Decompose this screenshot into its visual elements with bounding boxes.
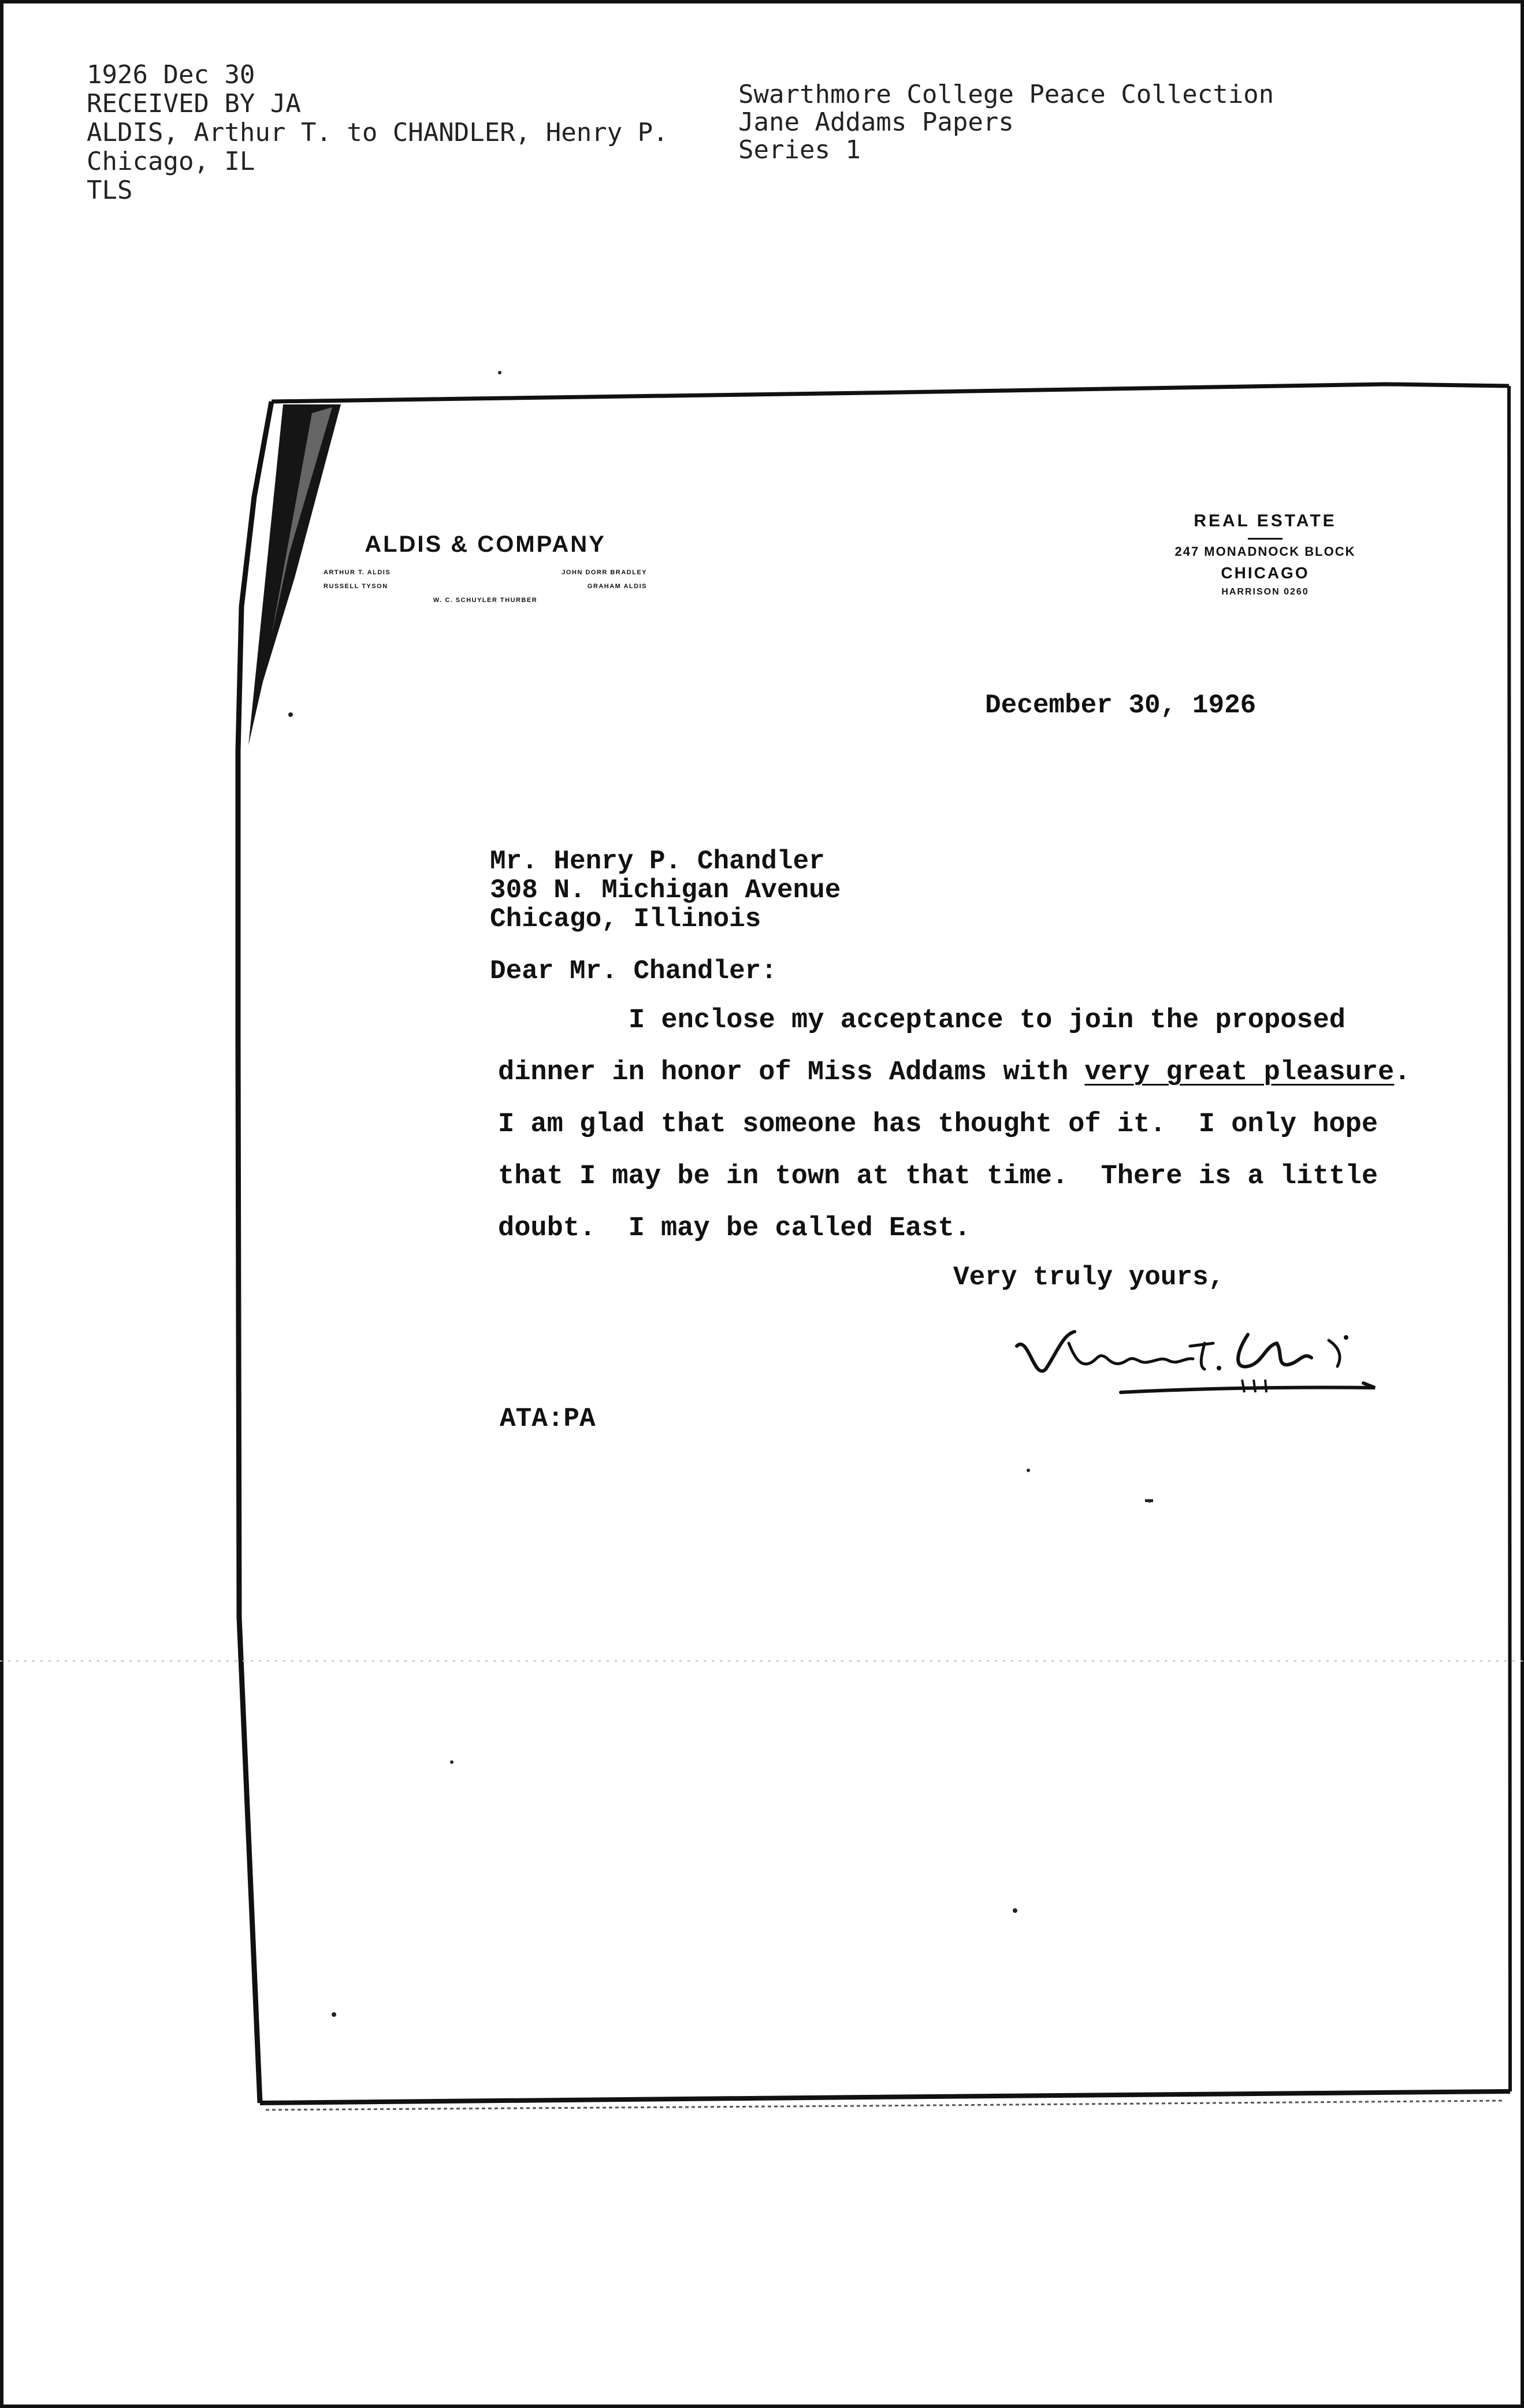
letterhead-office-block: [1132, 511, 1398, 597]
underlined-emphasis: very great pleasure: [1084, 1057, 1395, 1088]
catalog-place: Chicago, IL: [87, 147, 255, 176]
department-label: REAL ESTATE: [1194, 511, 1337, 530]
body-line-5: doubt. I may be called East.: [498, 1213, 971, 1244]
catalog-correspondents: ALDIS, Arthur T. to CHANDLER, Henry P.: [87, 118, 668, 147]
papers-name: Jane Addams Papers: [738, 107, 1014, 137]
body-line-1: I enclose my acceptance to join the proposed: [629, 1005, 1346, 1036]
recipient-name: Mr. Henry P. Chandler: [490, 846, 825, 876]
partner-name: JOHN DORR BRADLEY: [562, 569, 647, 576]
catalog-received: RECEIVED BY JA: [87, 89, 301, 118]
handwritten-signature: [1005, 1311, 1410, 1410]
body-text: .: [1394, 1057, 1411, 1088]
body-line-4: that I may be in town at that time. There is a little: [498, 1161, 1378, 1192]
office-address: 247 MONADNOCK BLOCK: [1174, 544, 1356, 559]
catalog-doc-type: TLS: [87, 176, 133, 205]
office-phone: HARRISON 0260: [1221, 587, 1309, 597]
letterhead-divider: [1248, 538, 1283, 540]
letter-closing: Very truly yours,: [953, 1262, 1225, 1292]
body-text: dinner in honor of Miss Addams with: [498, 1057, 1085, 1088]
body-line-3: I am glad that someone has thought of it. I only hope: [498, 1109, 1378, 1140]
partner-name: GRAHAM ALDIS: [587, 583, 647, 590]
office-city: CHICAGO: [1221, 564, 1310, 582]
partner-name: W. C. SCHUYLER THURBER: [433, 597, 538, 604]
catalog-date: 1926 Dec 30: [87, 60, 255, 90]
reference-initials: ATA:PA: [500, 1404, 596, 1434]
partner-list: [324, 566, 647, 607]
letter-salutation: Dear Mr. Chandler:: [490, 956, 777, 986]
series-name: Series 1: [738, 135, 861, 165]
collection-name: Swarthmore College Peace Collection: [738, 80, 1274, 109]
letterhead-firm-block: [324, 532, 647, 607]
letter-date: December 30, 1926: [985, 690, 1257, 720]
firm-name: ALDIS & COMPANY: [365, 532, 606, 557]
partner-name: ARTHUR T. ALDIS: [324, 569, 391, 576]
recipient-street: 308 N. Michigan Avenue: [490, 875, 841, 905]
recipient-city: Chicago, Illinois: [490, 904, 761, 934]
body-line-2: [498, 1057, 1410, 1088]
partner-name: RUSSELL TYSON: [324, 583, 388, 590]
